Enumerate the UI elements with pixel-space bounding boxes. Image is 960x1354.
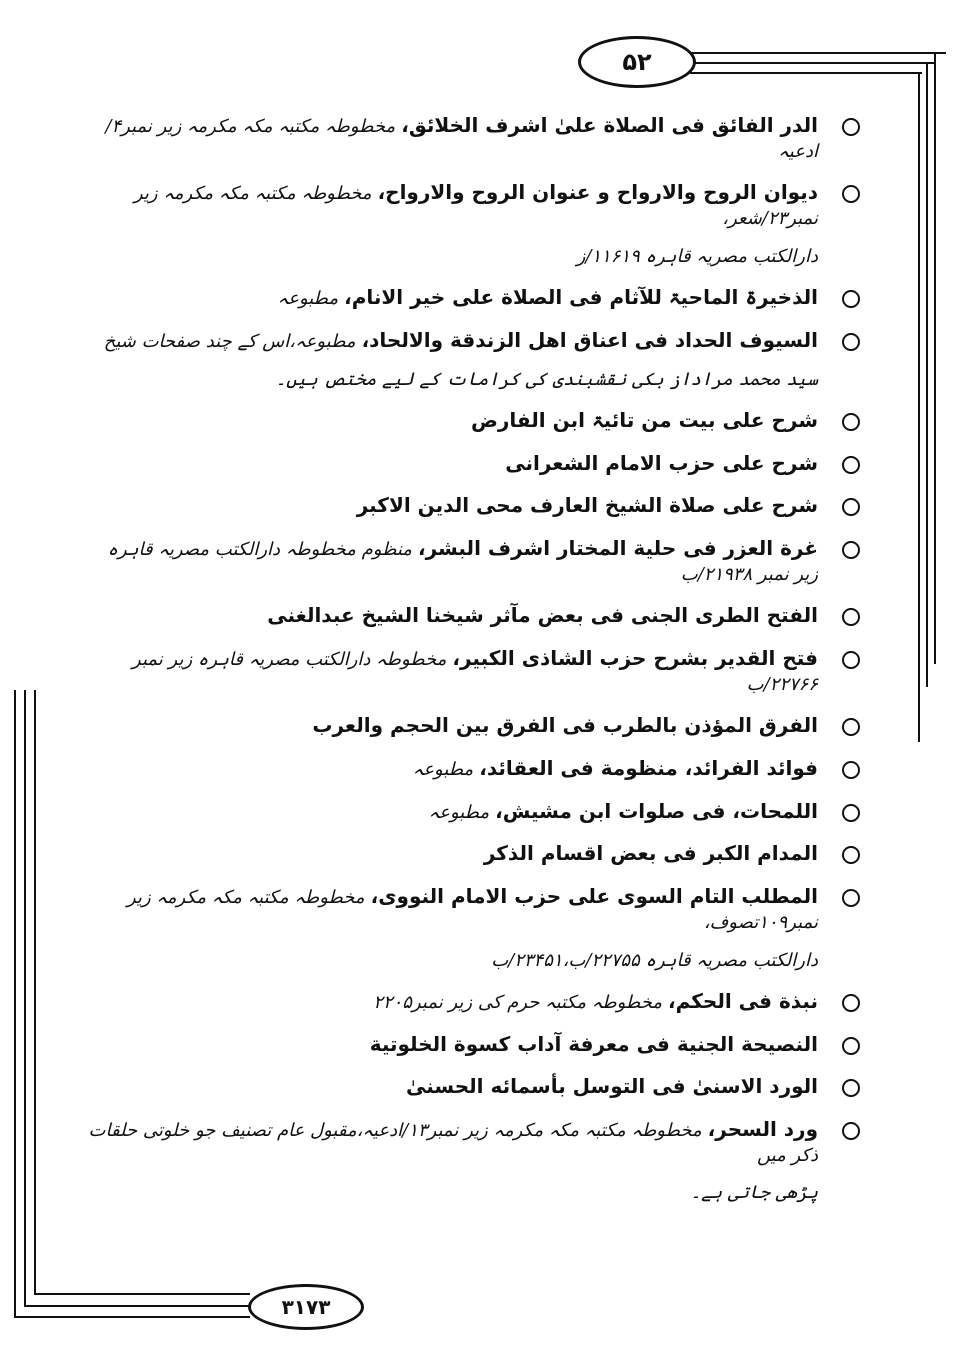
list-item	[80, 179, 860, 268]
list-item	[80, 988, 860, 1015]
circle-bullet-icon	[842, 1122, 860, 1140]
circle-bullet-icon	[842, 994, 860, 1012]
bibliography-list	[80, 112, 860, 1221]
entry-title: شرح علی بیت من تائیۃ ابن الفارض	[470, 407, 818, 432]
circle-bullet-icon	[842, 456, 860, 474]
entry-note: مخطوطہ مکتبہ مکہ مکرمہ زیر نمبر۱۰۹تصوف،	[127, 887, 818, 933]
list-item	[80, 883, 860, 972]
footer-reference: ۳۱۷۳	[248, 1284, 364, 1330]
entry-note: مطبوعہ	[412, 759, 474, 781]
entry-note: مطبوعہ	[428, 801, 490, 823]
entry-title: نبذة فی الحکم،	[668, 988, 818, 1013]
circle-bullet-icon	[842, 498, 860, 516]
circle-bullet-icon	[842, 1079, 860, 1097]
list-item	[80, 450, 860, 477]
circle-bullet-icon	[842, 718, 860, 736]
entry-continuation: پڑھی جاتی ہے۔	[690, 1182, 818, 1204]
list-item	[80, 1073, 860, 1100]
circle-bullet-icon	[842, 651, 860, 669]
list-item	[80, 1116, 860, 1205]
border-line	[918, 72, 920, 742]
border-line	[14, 690, 16, 1316]
list-item	[80, 840, 860, 867]
entry-note: مخطوطہ مکتبہ مکہ مکرمہ زیر نمبر۲۳/شعر،	[133, 183, 818, 230]
entry-continuation: سید محمد مراداز بکی نقشبندی کی کرامات کے لیے مختص ہیں۔	[275, 368, 818, 390]
border-line	[14, 1316, 250, 1318]
border-line	[34, 1293, 250, 1295]
entry-title: المدام الکبر فی بعض اقسام الذکر	[483, 841, 818, 866]
list-item	[80, 645, 860, 696]
circle-bullet-icon	[842, 846, 860, 864]
entry-note: مخطوطہ مکتبہ حرم کی زیر نمبر۲۲۰۵	[373, 991, 662, 1013]
circle-bullet-icon	[842, 608, 860, 626]
circle-bullet-icon	[842, 185, 860, 203]
circle-bullet-icon	[842, 333, 860, 351]
page-number: ۵۲	[578, 36, 696, 88]
entry-note: منظوم مخطوطہ دارالکتب مصریہ قاہرہ زیر نمبر ۲۱۹۳۸/ب	[107, 538, 818, 585]
entry-note: مخطوطہ مکتبہ مکہ مکرمہ زیر نمبر۱۳/ادعیہ،مقبول عام تصنیف جو خلوتی حلقات ذکر میں	[88, 1119, 818, 1166]
entry-title: شرح علی حزب الامام الشعرانی	[505, 450, 818, 475]
entry-note: مطبوعہ،اس کے چند صفحات شیخ	[103, 330, 356, 352]
list-item	[80, 327, 860, 391]
list-item	[80, 284, 860, 311]
entry-note: مطبوعہ	[277, 288, 339, 310]
entry-title: الفرق المؤذن بالطرب فی الفرق بین الحجم والعرب	[312, 713, 818, 738]
circle-bullet-icon	[842, 413, 860, 431]
entry-title: فتح القدیر بشرح حزب الشاذی الکبیر،	[452, 646, 818, 671]
list-item	[80, 712, 860, 739]
entry-title: فوائد الفرائد، منظومة فی العقائد،	[479, 756, 818, 781]
list-item	[80, 112, 860, 163]
entry-title: اللمحات، فی صلوات ابن مشیش،	[495, 798, 818, 823]
entry-title: شرح علی صلاة الشیخ العارف محی الدین الاکبر	[356, 493, 818, 518]
entry-title: النصیحة الجنیة فی معرفة آداب کسوة الخلوتیة	[369, 1031, 818, 1056]
border-line	[24, 690, 26, 1305]
circle-bullet-icon	[842, 290, 860, 308]
entry-note: مخطوطہ مکتبہ مکہ مکرمہ زیر نمبر۴/ ادعیہ	[105, 116, 818, 162]
border-line	[690, 72, 922, 74]
border-line	[690, 52, 946, 54]
entry-title: غرة العزر فی حلیة المختار اشرف البشر،	[418, 535, 818, 560]
entry-title: ورد السحر،	[707, 1116, 818, 1141]
entry-title: الذخیرۃ الماحیۃ للآثام فی الصلاة علی خیر الانام،	[344, 285, 818, 310]
entry-note: مخطوطہ دارالکتب مصریہ قاہرہ زیر نمبر ۲۲۷۶۶/ب	[132, 649, 818, 695]
circle-bullet-icon	[842, 804, 860, 822]
list-item	[80, 602, 860, 629]
entry-continuation: دارالکتب مصریہ قاہرہ ۱۱۶۱۹/ز	[576, 245, 818, 267]
entry-continuation: دارالکتب مصریہ قاہرہ ۲۲۷۵۵/ب،۲۳۴۵۱/ب	[491, 949, 818, 971]
border-line	[926, 62, 928, 687]
border-line	[934, 52, 936, 664]
list-item	[80, 492, 860, 519]
border-line	[690, 62, 934, 64]
list-item	[80, 798, 860, 825]
entry-title: الفتح الطری الجنی فی بعض مآثر شیخنا الشیخ عبدالغنی	[267, 603, 818, 628]
entry-title: المطلب التام السوی علی حزب الامام النووی،	[370, 884, 818, 909]
border-line	[24, 1305, 250, 1307]
entry-title: الورد الاسنیٰ فی التوسل بأسمائه الحسنیٰ	[405, 1074, 818, 1099]
entry-title: دیوان الروح والارواح و عنوان الروح والارواح،	[377, 180, 818, 205]
list-item	[80, 407, 860, 434]
circle-bullet-icon	[842, 541, 860, 559]
circle-bullet-icon	[842, 761, 860, 779]
border-line	[34, 690, 36, 1293]
entry-title: السیوف الحداد فی اعناق اهل الزندقة والالحاد،	[361, 327, 818, 352]
circle-bullet-icon	[842, 1037, 860, 1055]
circle-bullet-icon	[842, 889, 860, 907]
circle-bullet-icon	[842, 118, 860, 136]
list-item	[80, 1031, 860, 1058]
list-item	[80, 535, 860, 586]
entry-title: الدر الفائق فی الصلاة علیٰ اشرف الخلائق،	[401, 113, 818, 137]
list-item	[80, 755, 860, 782]
